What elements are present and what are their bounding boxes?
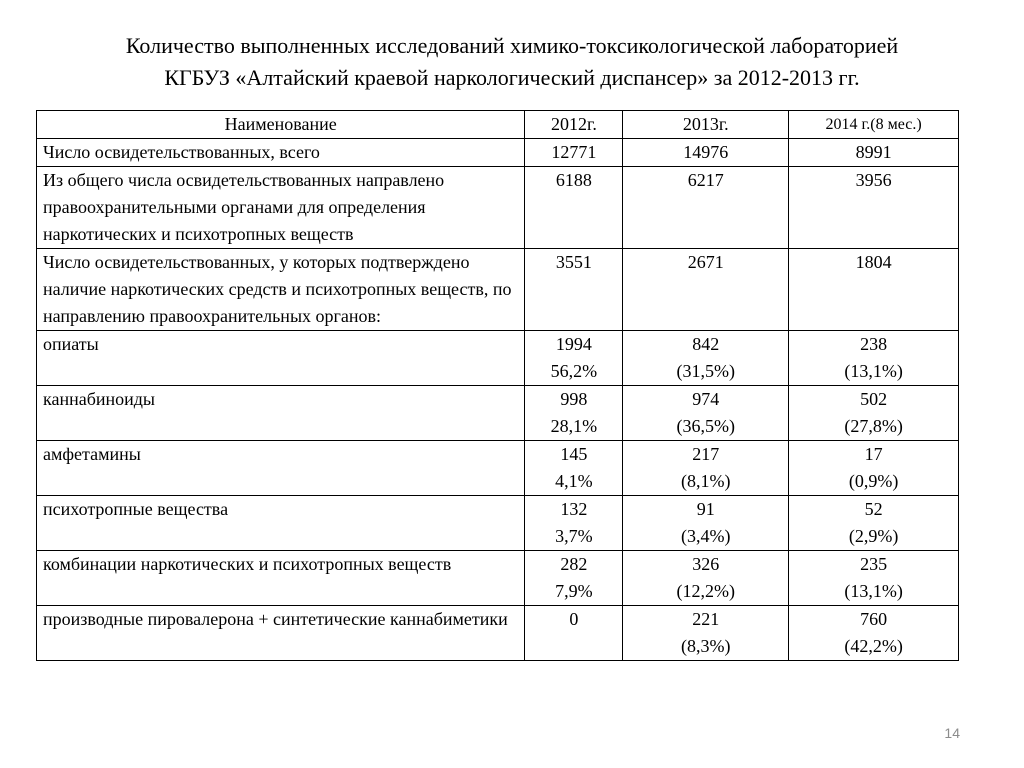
- cell-2012: [525, 139, 623, 167]
- cell-percent: 3,7%: [555, 526, 593, 546]
- slide-title-line-2: КГБУЗ «Алтайский краевой наркологический диспансер» за 2012-2013 гг.: [164, 65, 860, 90]
- cell-count: 1994: [555, 334, 592, 354]
- cell-count: 326: [692, 554, 720, 574]
- cell-count: 221: [692, 609, 720, 629]
- cell-percent: (0,9%): [848, 471, 899, 491]
- cell-count: 2671: [687, 252, 724, 272]
- cell-count: 145: [560, 444, 588, 464]
- cell-percent: (31,5%): [676, 361, 735, 381]
- cell-count: 217: [692, 444, 720, 464]
- cell-2014: [789, 386, 959, 441]
- cell-2013: [623, 441, 789, 496]
- cell-percent: 7,9%: [555, 581, 593, 601]
- row-name-cell: Число освидетельствованных, всего: [37, 139, 525, 167]
- cell-2013: [623, 551, 789, 606]
- row-name-cell: каннабиноиды: [37, 386, 525, 441]
- cell-2013: [623, 249, 789, 331]
- row-name-cell: опиаты: [37, 331, 525, 386]
- cell-percent: (13,1%): [844, 361, 903, 381]
- cell-count: 91: [696, 499, 715, 519]
- cell-percent: (13,1%): [844, 581, 903, 601]
- cell-percent: (27,8%): [844, 416, 903, 436]
- table-row: [37, 441, 959, 496]
- table-row: [37, 386, 959, 441]
- cell-percent: (42,2%): [844, 636, 903, 656]
- cell-2014: [789, 551, 959, 606]
- cell-2013: [623, 167, 789, 249]
- cell-2013: [623, 496, 789, 551]
- cell-2014: [789, 606, 959, 661]
- cell-count: 132: [560, 499, 588, 519]
- row-name-cell: комбинации наркотических и психотропных веществ: [37, 551, 525, 606]
- table-row: [37, 167, 959, 249]
- cell-percent: (3,4%): [681, 526, 731, 546]
- table-row: [37, 249, 959, 331]
- slide-title-line-1: Количество выполненных исследований химико-токсикологической лабораторией: [125, 33, 899, 58]
- cell-2014: [789, 496, 959, 551]
- cell-2012: [525, 606, 623, 661]
- cell-2013: [623, 331, 789, 386]
- cell-2014: [789, 331, 959, 386]
- table-row: [37, 139, 959, 167]
- cell-percent: 4,1%: [555, 471, 593, 491]
- cell-2012: [525, 386, 623, 441]
- cell-count: 842: [692, 334, 720, 354]
- table-header-row: [37, 111, 959, 139]
- header-name: Наименование: [37, 111, 525, 139]
- cell-count: 6188: [555, 170, 592, 190]
- cell-2014: [789, 441, 959, 496]
- row-name-cell: амфетамины: [37, 441, 525, 496]
- cell-percent: (8,3%): [681, 636, 731, 656]
- header-2014: 2014 г.(8 мес.): [789, 111, 959, 139]
- header-2012: 2012г.: [525, 111, 623, 139]
- cell-2012: [525, 496, 623, 551]
- cell-count: 235: [860, 554, 888, 574]
- cell-count: 3551: [555, 252, 592, 272]
- lab-statistics-table: [36, 110, 959, 661]
- cell-count: 3956: [855, 170, 892, 190]
- row-name-cell: Число освидетельствованных, у которых подтверждено наличие наркотических средств и психотропных веществ, по направлению правоохранительных органов:: [37, 249, 525, 331]
- cell-count: 238: [860, 334, 888, 354]
- slide-title: [40, 30, 984, 94]
- cell-2012: [525, 551, 623, 606]
- cell-2014: [789, 139, 959, 167]
- cell-2014: [789, 249, 959, 331]
- cell-count: 760: [860, 609, 888, 629]
- table-row: [37, 606, 959, 661]
- cell-percent: (2,9%): [848, 526, 899, 546]
- cell-count: 974: [692, 389, 720, 409]
- cell-percent: 28,1%: [550, 416, 598, 436]
- cell-count: 998: [560, 389, 588, 409]
- cell-2012: [525, 167, 623, 249]
- page-number: 14: [944, 725, 960, 741]
- cell-2013: [623, 139, 789, 167]
- header-2013: 2013г.: [623, 111, 789, 139]
- cell-count: 8991: [855, 142, 892, 162]
- cell-count: 502: [860, 389, 888, 409]
- cell-2014: [789, 167, 959, 249]
- cell-count: 282: [560, 554, 588, 574]
- cell-count: 1804: [855, 252, 892, 272]
- row-name-cell: Из общего числа освидетельствованных направлено правоохранительными органами для определения наркотических и психотропных веществ: [37, 167, 525, 249]
- cell-percent: (12,2%): [676, 581, 735, 601]
- cell-2012: [525, 249, 623, 331]
- cell-count: 52: [864, 499, 883, 519]
- cell-count: 14976: [683, 142, 729, 162]
- cell-percent: (36,5%): [676, 416, 735, 436]
- table-row: [37, 496, 959, 551]
- cell-percent: 56,2%: [550, 361, 598, 381]
- cell-count: 17: [864, 444, 883, 464]
- row-name-cell: психотропные вещества: [37, 496, 525, 551]
- cell-2013: [623, 606, 789, 661]
- cell-2012: [525, 331, 623, 386]
- cell-count: 12771: [551, 142, 597, 162]
- table-row: [37, 551, 959, 606]
- table-body: [37, 139, 959, 661]
- row-name-cell: производные пировалерона + синтетические каннабиметики: [37, 606, 525, 661]
- cell-2013: [623, 386, 789, 441]
- cell-count: 0: [569, 609, 579, 629]
- cell-count: 6217: [687, 170, 724, 190]
- cell-percent: (8,1%): [681, 471, 731, 491]
- cell-2012: [525, 441, 623, 496]
- table-row: [37, 331, 959, 386]
